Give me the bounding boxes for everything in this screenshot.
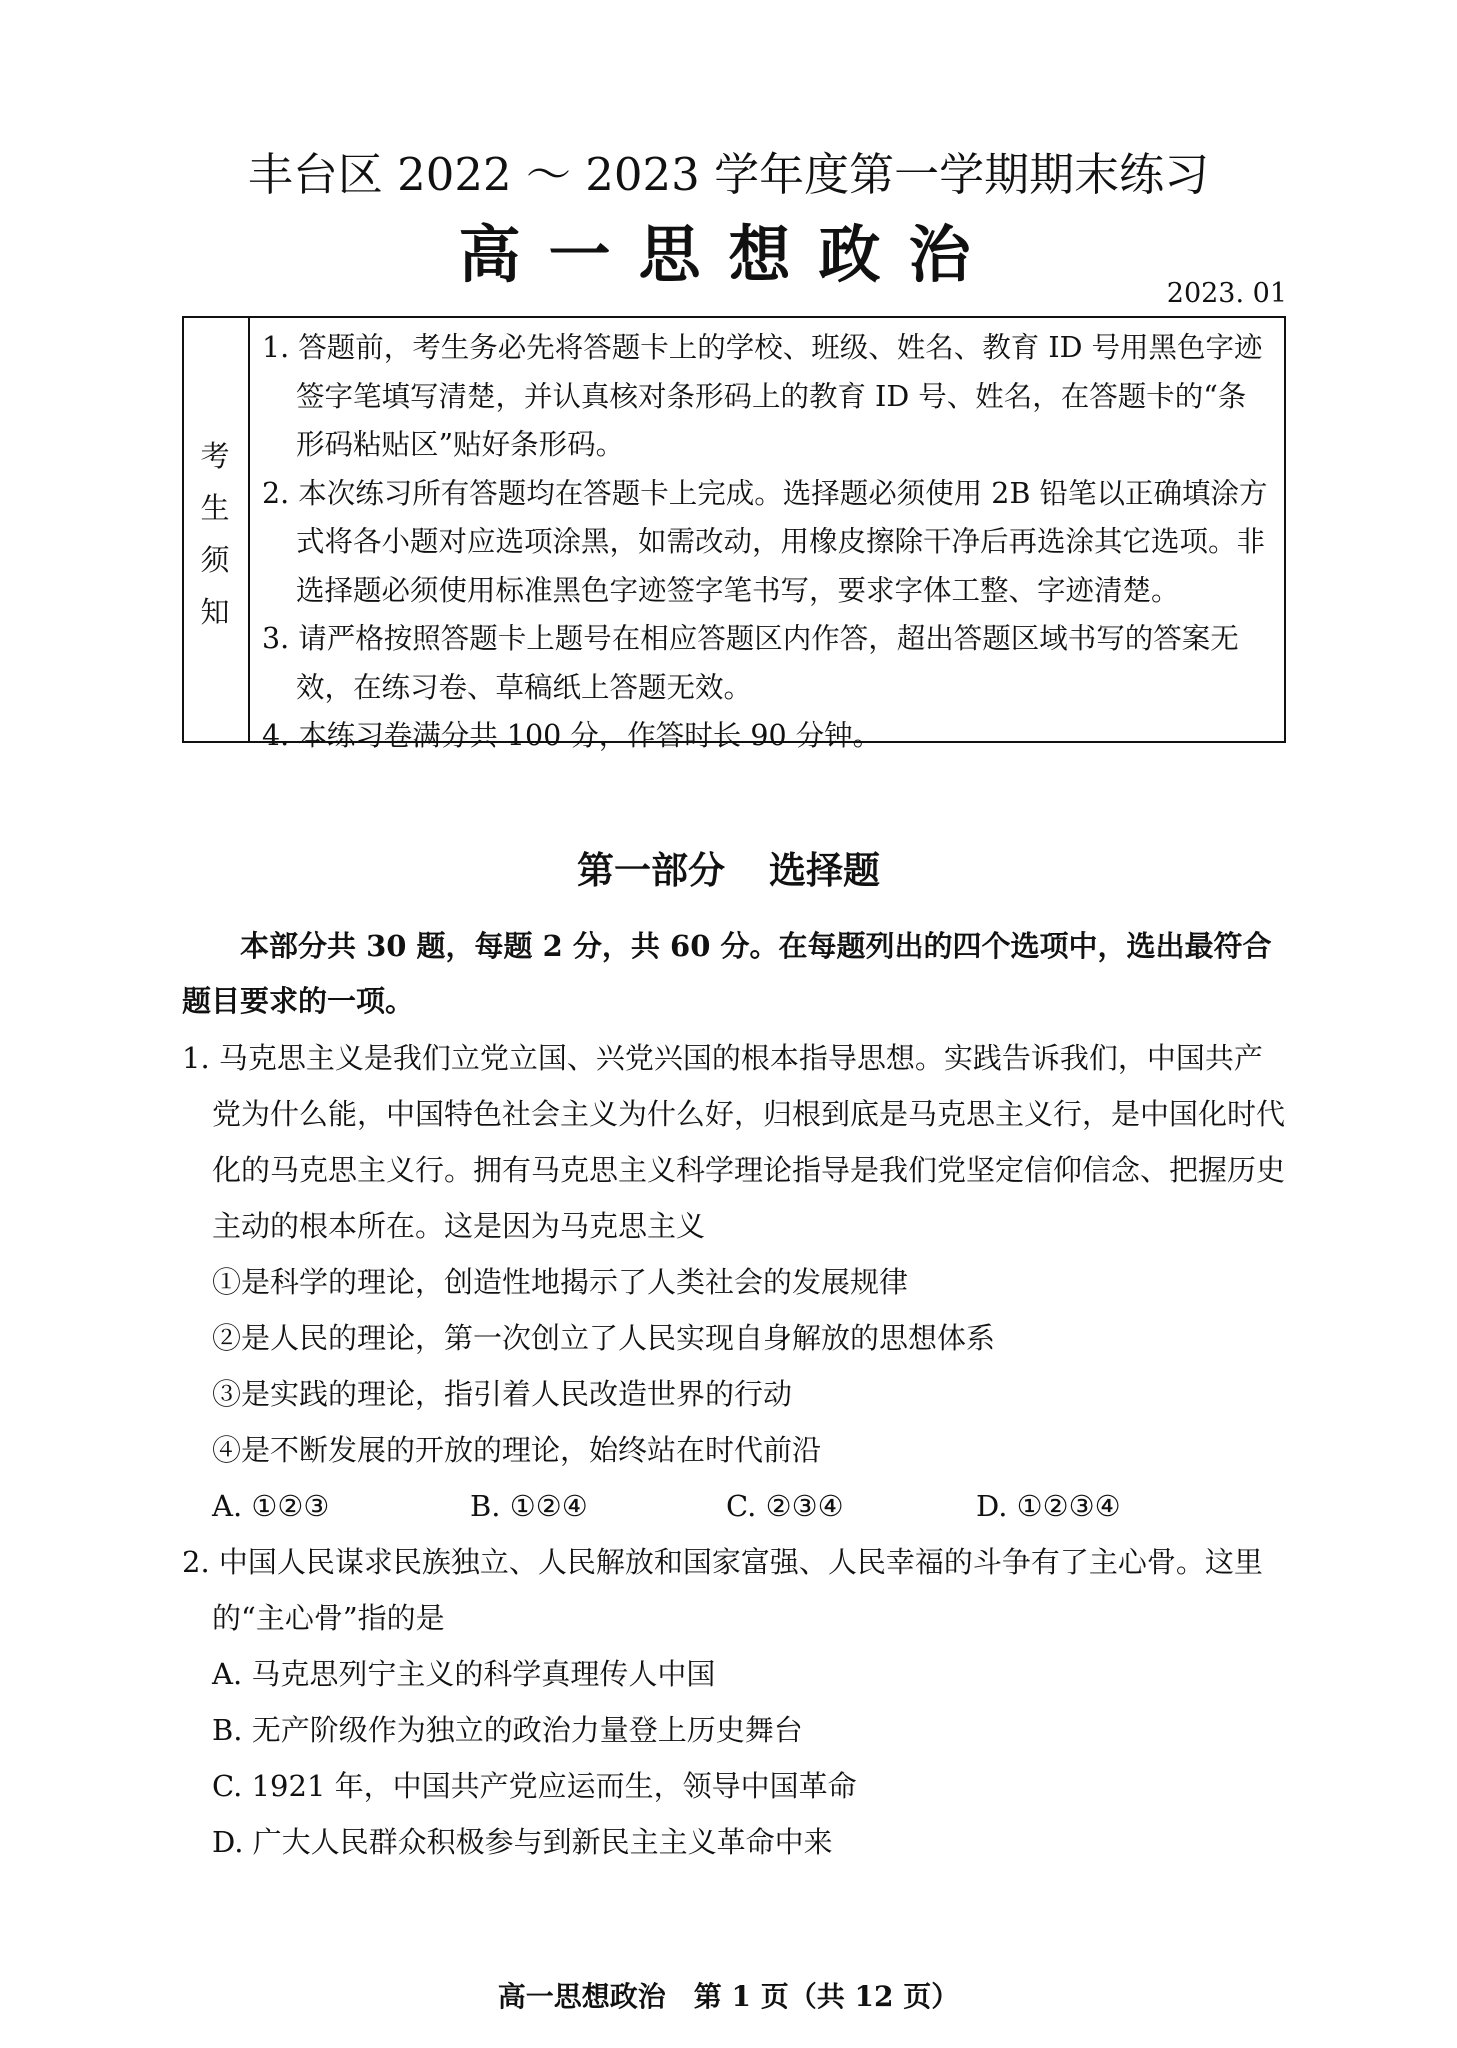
option-b: B. 无产阶级作为独立的政治力量登上历史舞台 bbox=[212, 1713, 803, 1747]
option-a: A. 马克思列宁主义的科学真理传人中国 bbox=[212, 1657, 716, 1691]
part-title-type: 选择题 bbox=[769, 848, 880, 892]
exam-title: 丰台区 2022 ～ 2023 学年度第一学期期末练习 bbox=[247, 148, 1210, 201]
page-footer: 高一思想政治 第 1 页（共 12 页） bbox=[497, 1980, 960, 2013]
notice-item: 4. 本练习卷满分共 100 分，作答时长 90 分钟。 bbox=[262, 719, 882, 752]
part-title-number: 第一部分 bbox=[577, 848, 725, 892]
option-c: C. 1921 年，中国共产党应运而生，领导中国革命 bbox=[212, 1769, 857, 1803]
statement: ②是人民的理论，第一次创立了人民实现自身解放的思想体系 bbox=[212, 1321, 996, 1355]
option-d: D. ①②③④ bbox=[976, 1489, 1121, 1523]
notice-label-column bbox=[184, 318, 250, 741]
notice-label-char: 须 bbox=[200, 543, 230, 577]
question-stem: 1. 马克思主义是我们立党立国、兴党兴国的根本指导思想。实践告诉我们，中国共产党为什么能，中国特色社会主义为什么好，归根到底是马克思主义行，是中国化时代化的马克思主义行。拥有马克思主义科学理论指导是我们党坚定信仰信念、把握历史主动的根本所在。这是因为马克思主义 bbox=[182, 1041, 1286, 1243]
option-a: A. ①②③ bbox=[212, 1489, 330, 1523]
options-row bbox=[182, 1478, 1286, 1534]
notice-item: 2. 本次练习所有答题均在答题卡上完成。选择题必须使用 2B 铅笔以正确填涂方式将各小题对应选项涂黑，如需改动，用橡皮擦除干净后再选涂其它选项。非选择题必须使用标准黑色字迹签字笔书写，要求字体工整、字迹清楚。 bbox=[262, 476, 1268, 607]
notice-label-char: 生 bbox=[200, 491, 230, 525]
option-c: C. ②③④ bbox=[726, 1489, 844, 1523]
statement: ④是不断发展的开放的理论，始终站在时代前沿 bbox=[212, 1433, 822, 1467]
notice-item: 3. 请严格按照答题卡上题号在相应答题区内作答，超出答题区域书写的答案无效，在练习卷、草稿纸上答题无效。 bbox=[262, 622, 1239, 704]
question-1 bbox=[182, 1030, 1286, 1534]
part-instructions: 本部分共 30 题，每题 2 分，共 60 分。在每题列出的四个选项中，选出最符合题目要求的一项。 bbox=[182, 929, 1272, 1018]
statement: ①是科学的理论，创造性地揭示了人类社会的发展规律 bbox=[212, 1265, 909, 1299]
notice-item: 1. 答题前，考生务必先将答题卡上的学校、班级、姓名、教育 ID 号用黑色字迹签字笔填写清楚，并认真核对条形码上的教育 ID 号、姓名，在答题卡的“条形码粘贴区”贴好条形码。 bbox=[262, 331, 1263, 461]
option-d: D. 广大人民群众积极参与到新民主主义革命中来 bbox=[212, 1825, 833, 1859]
question-2 bbox=[182, 1534, 1286, 1870]
statement: ③是实践的理论，指引着人民改造世界的行动 bbox=[212, 1377, 793, 1411]
part-title bbox=[0, 840, 1457, 894]
notice-label-char: 知 bbox=[200, 595, 230, 629]
exam-date: 2023. 01 bbox=[1166, 278, 1287, 309]
option-b: B. ①②④ bbox=[470, 1489, 588, 1523]
notice-label bbox=[184, 430, 246, 638]
subject-title: 高一思想政治 bbox=[458, 218, 999, 291]
candidate-notice-box bbox=[182, 316, 1286, 752]
notice-items bbox=[262, 324, 1270, 761]
question-stem: 2. 中国人民谋求民族独立、人民解放和国家富强、人民幸福的斗争有了主心骨。这里的“主心骨”指的是 bbox=[182, 1545, 1263, 1635]
notice-label-char: 考 bbox=[200, 439, 230, 473]
